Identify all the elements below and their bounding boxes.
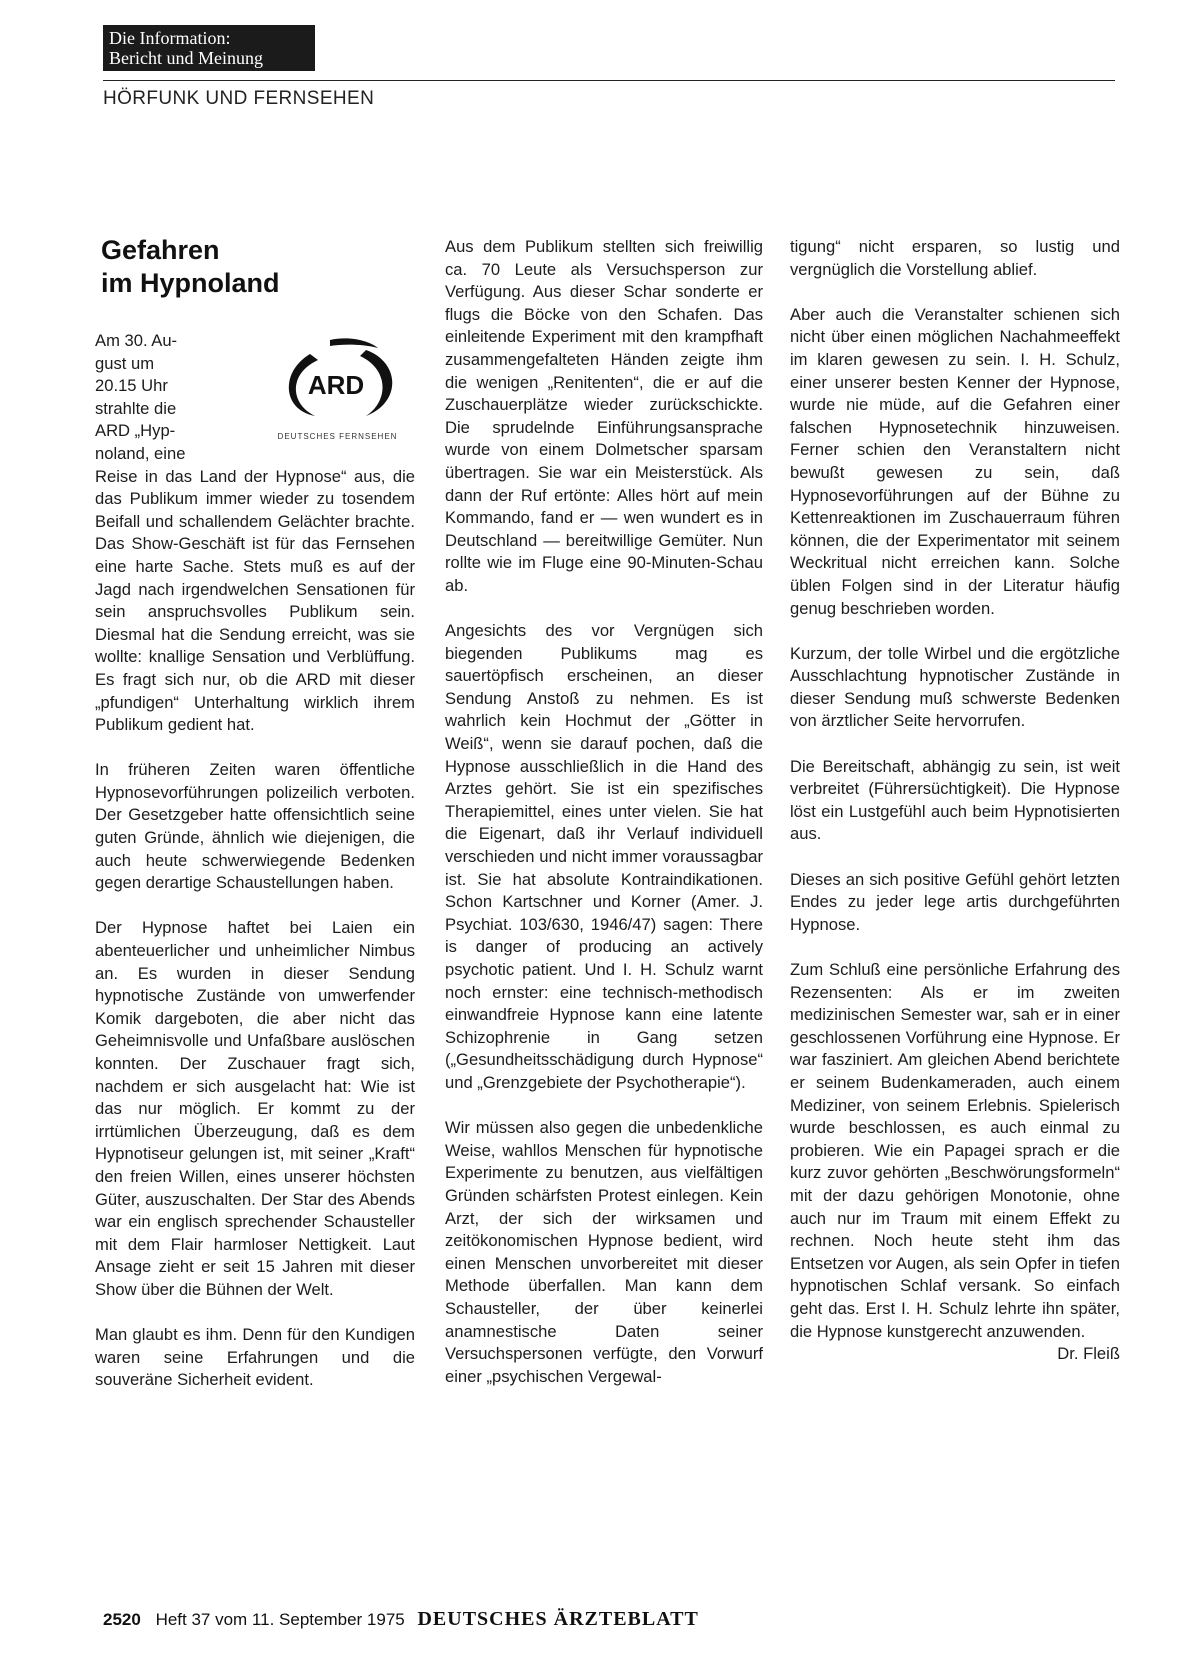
rubric-box — [103, 25, 315, 71]
paragraph: Aber auch die Veranstalter schienen sich nicht über einen möglichen Nachahmeeffekt im klaren gewesen zu sein. I. H. Schulz, einer unserer besten Kenner der Hypnose, wurde nie müde, auf die Gefahren einer falschen Hypnosetechnik hinzuweisen. Ferner schien den Veranstaltern nicht bewußt gewesen zu sein, daß Hypnosevorführungen auf der Bühne zu Kettenreaktionen im Zuschauerraum führen können, die der Experimentator mit seinem Weckritual nicht erreichen kann. Solche üblen Folgen sind in der Literatur häufig genug beschrieben worden. — [790, 304, 1120, 618]
logo-subtext: DEUTSCHES FERNSEHEN — [277, 432, 398, 441]
issue-info: Heft 37 vom 11. September 1975 — [155, 1610, 405, 1629]
paragraph: tigung“ nicht ersparen, so lustig und vergnüglich die Vorstellung ablief. — [790, 237, 1120, 279]
paragraph: Die Bereitschaft, abhängig zu sein, ist weit verbreitet (Führersüchtigkeit). Die Hypnose löst ein Lustgefühl auch beim Hypnotisierten aus. — [790, 756, 1120, 844]
paragraph: Wir müssen also gegen die unbedenkliche Weise, wahllos Menschen für hypnotische Experimente zu benutzen, aus vielfältigen Gründen schärfsten Protest einlegen. Kein Arzt, der sich der wirksamen und zeitökonomischen Hypnose bedient, wird einen Menschen unvorbereitet mit dieser Methode überfallen. Man kann dem Schausteller, der über keinerlei anamnestische Daten seiner Versuchspersonen verfügte, den Vorwurf einer „psychischen Vergewal- — [445, 1118, 763, 1386]
paragraph: Aus dem Publikum stellten sich freiwillig ca. 70 Leute als Versuchsperson zur Verfügung. Aus dieser Schar sonderte er flugs die Böcke von den Schafen. Das einleitende Experiment mit den krampfhaft zusammengefalteten Händen zeigte ihm die wenigen „Renitenten“, die er auf die Zuschauerplätze wieder zurückschickte. Die sprudelnde Einführungsansprache wurde von einem Dolmetscher sparsam übertragen. Sie war ein Meisterstück. Als dann der Ruf ertönte: Alles hört auf mein Kommando, fand er — wen wundert es in Deutschland — bereitwillige Gemüter. Nun rollte wie im Fluge eine 90-Minuten-Schau ab. — [445, 237, 763, 595]
paragraph: Man glaubt es ihm. Denn für den Kundigen waren seine Erfahrungen und die souveräne Sicherheit evident. — [95, 1325, 415, 1390]
magazine-name: DEUTSCHES ÄRZTEBLATT — [417, 1608, 699, 1630]
paragraph: Angesichts des vor Vergnügen sich biegenden Publikums mag es sauertöpfisch erscheinen, an dieser Sendung Anstoß zu nehmen. Es ist wahrlich kein Hochmut der „Götter in Weiß“, wenn sie darauf pochen, daß die Hypnose ausschließlich in die Hand des Arztes gehört. Sie ist ein spezifisches Therapiemittel, eines unter vielen. Sie hat die Eigenart, daß ihr Verlauf individuell verschieden und nicht immer voraussagbar ist. Sie hat absolute Kontraindikationen. Schon Kartschner und Korner (Amer. J. Psychiat. 103/630, 1946/47) sagen: There is danger of producing an actively psychotic patient. Und I. H. Schulz warnt noch ernster: eine technisch-methodisch einwandfreie Hypnose kann eine latente Schizophrenie in Gang setzen („Gesundheitsschädigung durch Hypnose“ und „Grenzgebiete der Psychotherapie“). — [445, 621, 763, 1092]
page-number: 2520 — [103, 1610, 141, 1629]
section-title: HÖRFUNK UND FERNSEHEN — [103, 88, 375, 109]
rubric-line-1: Die Information: — [109, 28, 231, 48]
page-footer — [103, 1608, 699, 1631]
rubric-line-2: Bericht und Meinung — [109, 48, 263, 68]
author-signature: Dr. Fleiß — [1057, 1344, 1120, 1364]
column-2 — [445, 236, 763, 1411]
paragraph: Der Hypnose haftet bei Laien ein abenteuerlicher und unheimlicher Nimbus an. Es wurden in dieser Sendung hypnotische Zustände von umwerfender Komik dargeboten, die aber nicht das Geheimnisvolle und Unfaßbare auslöschen konnten. Der Zuschauer fragt sich, nachdem er sich ausgelacht hat: Wie ist das nur möglich. Er kommt zu der irrtümlichen Überzeugung, daß es dem Hypnotiseur gelungen ist, mit seiner „Kraft“ den freien Willen, eines unserer höchsten Güter, auszuschalten. Der Star des Abends war ein englisch sprechender Schausteller mit dem Flair harmloser Nettigkeit. Laut Ansage zieht er seit 15 Jahren mit dieser Show über die Bühnen der Welt. — [95, 918, 415, 1299]
article-title — [101, 234, 421, 300]
paragraph: Zum Schluß eine persönliche Erfahrung des Rezensenten: Als er im zweiten medizinischen Semester war, sah er in einer geschlossenen Vorführung eine Hypnose. Er war fasziniert. Am gleichen Abend berichtete er seinem Budenkameraden, auch einem Mediziner, von seinem Erlebnis. Spielerisch wurde beschlossen, es auch einmal zu probieren. Wie ein Papagei sprach er die kurz zuvor gehörten „Beschwörungsformeln“ mit der dazu gehörigen Monotonie, ohne auch nur im Traum mit einem Effekt zu rechnen. Noch heute steht ihm das Entsetzen vor Augen, als sein Opfer in tiefen hypnotischen Schlaf versank. So einfach geht das. Erst I. H. Schulz lehrte ihn später, die Hypnose kunstgerecht anzuwenden. Dr. Fleiß — [790, 959, 1120, 1343]
header-rule — [103, 80, 1115, 81]
title-line-2: im Hypnoland — [101, 268, 280, 298]
paragraph: Am 30. Au- gust um 20.15 Uhr strahlte die ARD „Hyp- noland, eine Reise in das Land der Hypnose“ aus, die das Publikum immer wieder zu tosendem Beifall und schallendem Gelächter brachte. Das Show-Geschäft ist für das Fernsehen eine harte Sache. Stets muß es auf der Jagd nach irgendwelchen Sensationen für sein anspruchsvolles Publikum sein. Diesmal hat die Sendung erreicht, was sie wollte: knallige Sensation und Verblüffung. Es fragt sich nur, ob die ARD mit dieser „pfundigen“ Unterhaltung wirklich ihrem Publikum gedient hat. — [95, 331, 415, 735]
paragraph: In früheren Zeiten waren öffentliche Hypnosevorführungen polizeilich verboten. Der Gesetzgeber hatte offensichtlich seine guten Gründe, ähnlich wie diejenigen, die auch heute schwerwiegende Bedenken gegen derartige Schaustellungen haben. — [95, 760, 415, 893]
paragraph: Kurzum, der tolle Wirbel und die ergötzliche Ausschlachtung hypnotischer Zustände in dieser Sendung muß schwerste Bedenken von ärztlicher Seite hervorrufen. — [790, 643, 1120, 731]
logo-text: ARD — [307, 370, 365, 400]
title-line-1: Gefahren — [101, 235, 220, 265]
column-3 — [790, 236, 1120, 1366]
column-1 — [95, 330, 415, 1415]
paragraph: Dieses an sich positive Gefühl gehört letzten Endes zu jeder lege artis durchgeführten Hypnose. — [790, 869, 1120, 934]
